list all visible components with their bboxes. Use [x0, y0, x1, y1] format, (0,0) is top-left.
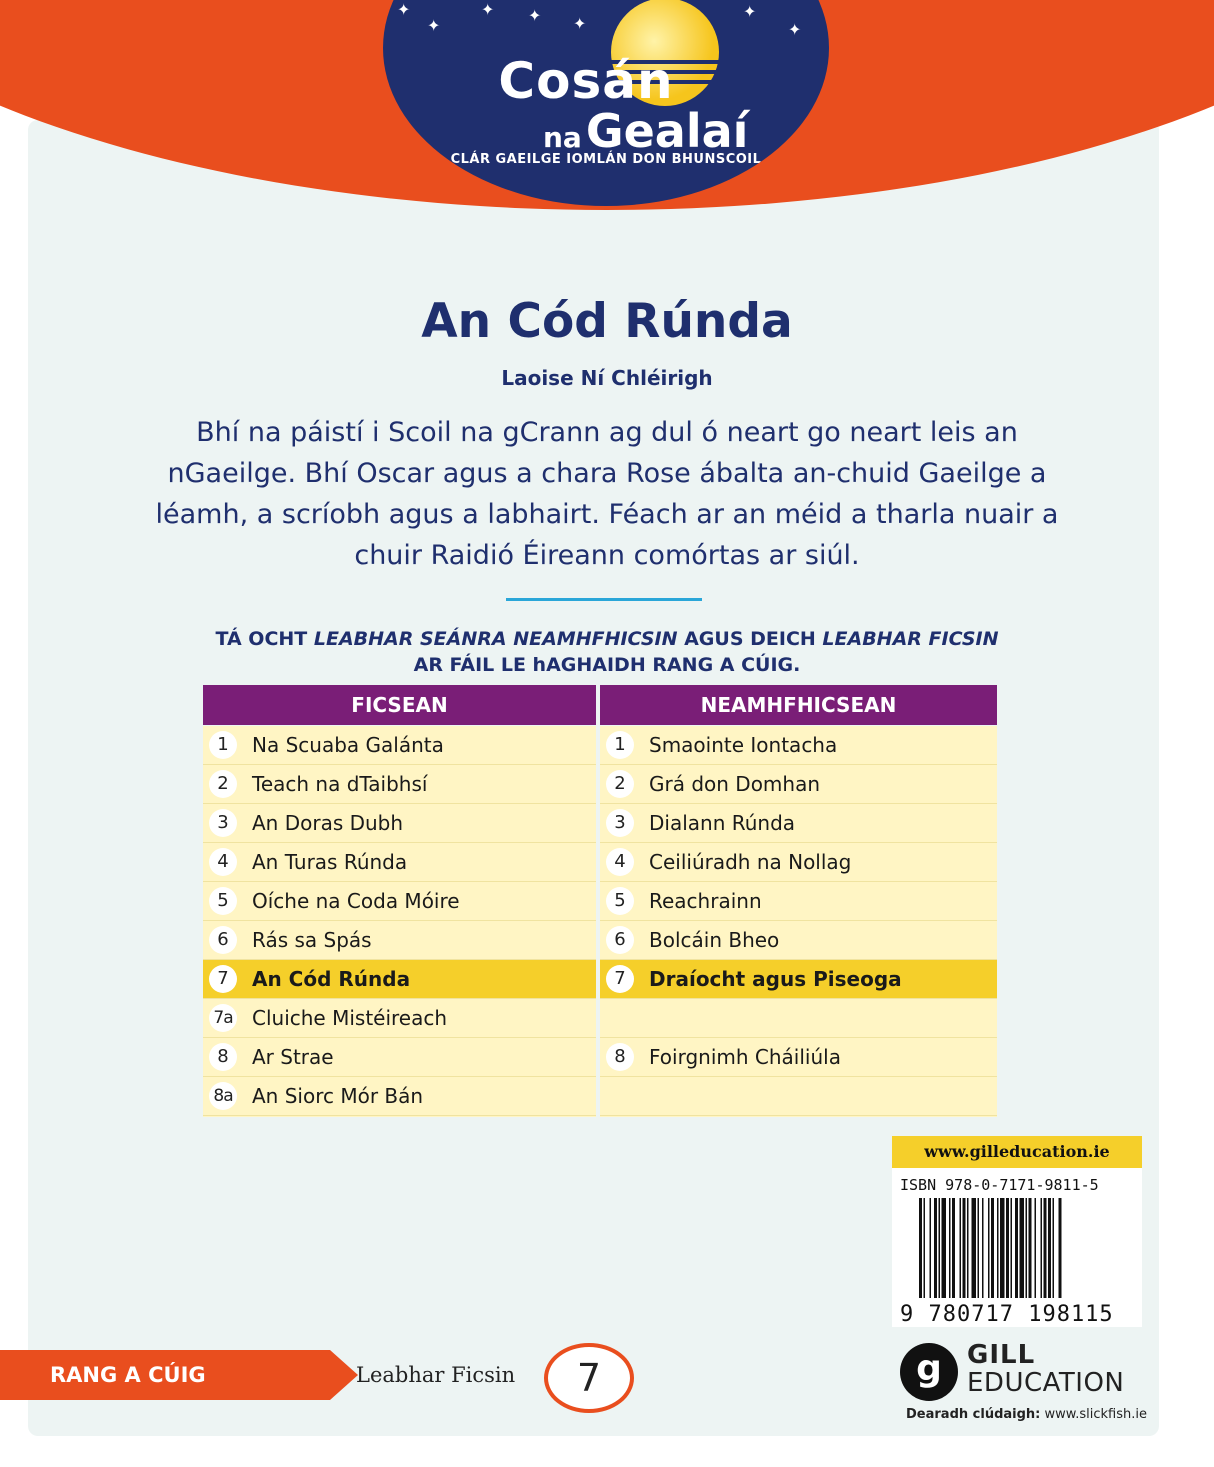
- star-icon: ✦: [481, 0, 495, 19]
- divider: [506, 598, 702, 601]
- book-title-cell: Cluiche Mistéireach: [252, 1006, 448, 1030]
- book-number-circle: 2: [606, 770, 634, 798]
- book-title-cell: An Turas Rúnda: [252, 850, 408, 874]
- book-number-circle: 8a: [209, 1082, 237, 1110]
- book-title-cell: An Cód Rúnda: [252, 967, 411, 991]
- fiction-row: [203, 960, 596, 999]
- book-title-cell: Oíche na Coda Móire: [252, 889, 460, 913]
- star-icon: ✦: [573, 14, 587, 33]
- book-number-circle: 4: [606, 848, 634, 876]
- book-number-circle: 6: [606, 926, 634, 954]
- nonfiction-row: [600, 999, 997, 1038]
- book-number-circle: 8: [209, 1043, 237, 1071]
- star-icon: ✦: [427, 16, 441, 35]
- book-title-cell: Rás sa Spás: [252, 928, 372, 952]
- fiction-row: [203, 882, 596, 921]
- book-title-cell: Draíocht agus Piseoga: [649, 967, 902, 991]
- fiction-row: [203, 999, 596, 1038]
- nonfiction-row: [600, 843, 997, 882]
- book-number-circle: 4: [209, 848, 237, 876]
- series-note-part4: LEABHAR FICSIN: [822, 628, 999, 650]
- book-number-circle: 3: [209, 809, 237, 837]
- nonfiction-header: NEAMHFHICSEAN: [600, 685, 997, 725]
- book-number-circle: 1: [606, 731, 634, 759]
- nonfiction-row: [600, 921, 997, 960]
- fiction-row: [203, 726, 596, 765]
- series-note-part1: TÁ OCHT: [215, 628, 314, 650]
- star-icon: ✦: [397, 0, 411, 19]
- book-number-badge: 7: [544, 1343, 634, 1413]
- logo-wordmark-na: na: [543, 121, 582, 154]
- book-title-cell: Smaointe Iontacha: [649, 733, 838, 757]
- publisher-subname: EDUCATION: [967, 1368, 1125, 1398]
- design-credit-label: Dearadh clúdaigh:: [906, 1407, 1041, 1422]
- book-number-circle: 7a: [209, 1004, 237, 1032]
- barcode-icon: [917, 1198, 1127, 1308]
- fiction-row: [203, 921, 596, 960]
- logo-wordmark-gealai: Gealaí: [585, 104, 749, 158]
- nonfiction-column: [600, 726, 997, 1117]
- fiction-row: [203, 1038, 596, 1077]
- fiction-row: [203, 843, 596, 882]
- book-title-cell: Reachrainn: [649, 889, 762, 913]
- design-credit-site: www.slickfish.ie: [1044, 1407, 1147, 1422]
- book-number-circle: 7: [209, 965, 237, 993]
- star-icon: ✦: [788, 20, 802, 39]
- logo-wordmark-line2: [543, 104, 748, 158]
- book-title-cell: An Siorc Mór Bán: [252, 1084, 424, 1108]
- book-blurb: Bhí na páistí i Scoil na gCrann ag dul ó neart go neart leis an nGaeilge. Bhí Oscar agus a chara Rose ábalta an-chuid Gaeilge a léamh, a scríobh agus a labhairt. Féach ar an méid a tharla nuair a chuir Raidió Éireann comórtas ar siúl.: [155, 417, 1059, 571]
- isbn-number: ISBN 978-0-7171-9811-5: [900, 1176, 1099, 1194]
- logo-wordmark-line1: Cosán: [498, 52, 674, 110]
- book-number-circle: 1: [209, 731, 237, 759]
- nonfiction-row: [600, 1077, 997, 1116]
- book-number-circle: 7: [606, 965, 634, 993]
- book-title: An Cód Rúnda: [421, 294, 793, 349]
- book-title-cell: Na Scuaba Galánta: [252, 733, 444, 757]
- star-icon: ✦: [743, 2, 757, 21]
- design-credit: [906, 1407, 1147, 1422]
- book-title-cell: Bolcáin Bheo: [649, 928, 780, 952]
- nonfiction-row: [600, 726, 997, 765]
- fiction-row: [203, 1077, 596, 1116]
- book-title-cell: Ceiliúradh na Nollag: [649, 850, 852, 874]
- nonfiction-row: [600, 1038, 997, 1077]
- book-title-cell: Teach na dTaibhsí: [252, 772, 428, 796]
- fiction-row: [203, 765, 596, 804]
- fiction-column: [203, 726, 596, 1117]
- publisher-name: GILL: [967, 1340, 1036, 1370]
- book-type-label: Leabhar Ficsin: [356, 1363, 516, 1387]
- book-number-circle: 5: [209, 887, 237, 915]
- book-author: Laoise Ní Chléirigh: [501, 366, 713, 390]
- book-title-cell: Grá don Domhan: [649, 772, 821, 796]
- book-number-circle: 5: [606, 887, 634, 915]
- series-note-part2: LEABHAR SEÁNRA NEAMHFHICSIN: [313, 628, 678, 650]
- book-number-circle: 2: [209, 770, 237, 798]
- book-number-circle: 3: [606, 809, 634, 837]
- book-number-circle: 8: [606, 1043, 634, 1071]
- nonfiction-row: [600, 960, 997, 999]
- nonfiction-row: [600, 882, 997, 921]
- book-title-cell: Foirgnimh Cháiliúla: [649, 1045, 841, 1069]
- gill-logo-icon: g: [900, 1343, 958, 1401]
- nonfiction-row: [600, 804, 997, 843]
- book-title-cell: Ar Strae: [252, 1045, 334, 1069]
- book-number-circle: 6: [209, 926, 237, 954]
- fiction-header: FICSEAN: [203, 685, 596, 725]
- logo-tagline: CLÁR GAEILGE IOMLÁN DON BHUNSCOIL: [450, 152, 762, 167]
- publisher-website: www.gilleducation.ie: [892, 1136, 1142, 1168]
- nonfiction-row: [600, 765, 997, 804]
- level-label: RANG A CÚIG: [50, 1363, 206, 1387]
- series-note: [150, 626, 1064, 678]
- star-icon: ✦: [528, 6, 542, 25]
- book-title-cell: An Doras Dubh: [252, 811, 404, 835]
- fiction-row: [203, 804, 596, 843]
- series-note-part3: AGUS DEICH: [677, 628, 823, 650]
- isbn-box: [892, 1136, 1142, 1327]
- series-note-line2: AR FÁIL LE hAGHAIDH RANG A CÚIG.: [413, 654, 801, 676]
- book-title-cell: Dialann Rúnda: [649, 811, 796, 835]
- barcode-digits: 9 780717 198115: [900, 1302, 1114, 1327]
- book-list-table: [203, 685, 997, 1117]
